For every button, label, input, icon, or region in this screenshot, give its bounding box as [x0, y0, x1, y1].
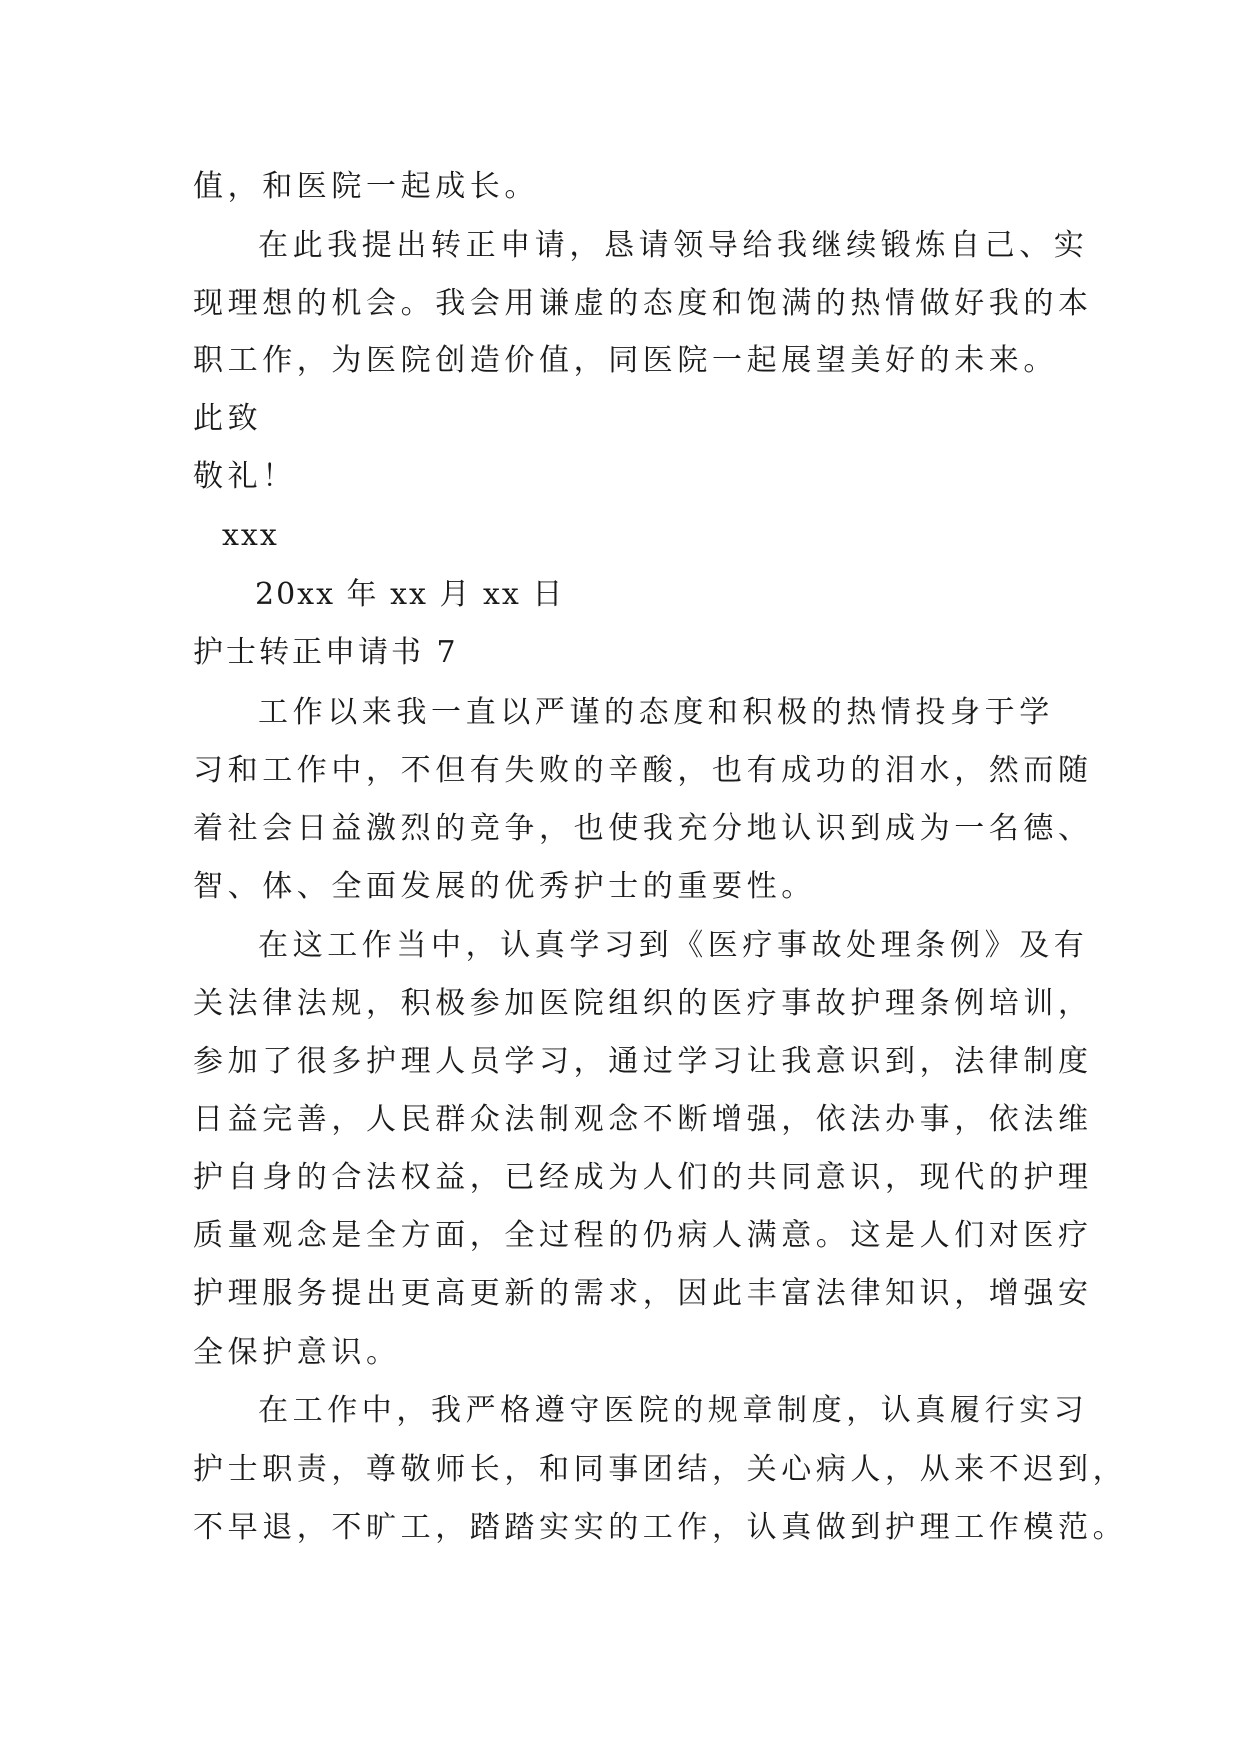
- paragraph-start: 工作以来我一直以严谨的态度和积极的热情投身于学: [258, 695, 1054, 730]
- text-line: 值，和医院一起成长。: [193, 169, 539, 204]
- paragraph-start: 在这工作当中，认真学习到《医疗事故处理条例》及有: [258, 928, 1089, 963]
- text-line: 关法律法规，积极参加医院组织的医疗事故护理条例培训，: [193, 986, 1093, 1021]
- text-line: 护自身的合法权益，已经成为人们的共同意识，现代的护理: [193, 1160, 1093, 1195]
- text-line: 全保护意识。: [193, 1335, 401, 1370]
- text-line: 护理服务提出更高更新的需求，因此丰富法律知识，增强安: [193, 1276, 1093, 1311]
- text-line: 参加了很多护理人员学习，通过学习让我意识到，法律制度: [193, 1044, 1093, 1079]
- signature-date: 20xx 年 xx 月 xx 日: [255, 577, 565, 612]
- text-line: 智、体、全面发展的优秀护士的重要性。: [193, 869, 816, 904]
- closing-salutation: 此致: [193, 401, 263, 436]
- text-line: 着社会日益激烈的竞争，也使我充分地认识到成为一名德、: [193, 811, 1093, 846]
- text-line: 护士职责，尊敬师长，和同事团结，关心病人，从来不迟到，: [193, 1452, 1128, 1487]
- text-line: 质量观念是全方面，全过程的仍病人满意。这是人们对医疗: [193, 1218, 1093, 1253]
- paragraph-start: 在此我提出转正申请，恳请领导给我继续锻炼自己、实: [258, 228, 1089, 263]
- text-line: 日益完善，人民群众法制观念不断增强，依法办事，依法维: [193, 1102, 1093, 1137]
- text-line: 现理想的机会。我会用谦虚的态度和饱满的热情做好我的本: [193, 286, 1093, 321]
- text-line: 习和工作中，不但有失败的辛酸，也有成功的泪水，然而随: [193, 753, 1093, 788]
- signature-name: xxx: [222, 518, 279, 553]
- text-line: 不早退，不旷工，踏踏实实的工作，认真做到护理工作模范。: [193, 1510, 1128, 1545]
- section-title: 护士转正申请书 7: [193, 635, 459, 670]
- text-line: 职工作，为医院创造价值，同医院一起展望美好的未来。: [193, 343, 1058, 378]
- paragraph-start: 在工作中，我严格遵守医院的规章制度，认真履行实习: [258, 1393, 1089, 1428]
- closing-regards: 敬礼！: [193, 459, 297, 494]
